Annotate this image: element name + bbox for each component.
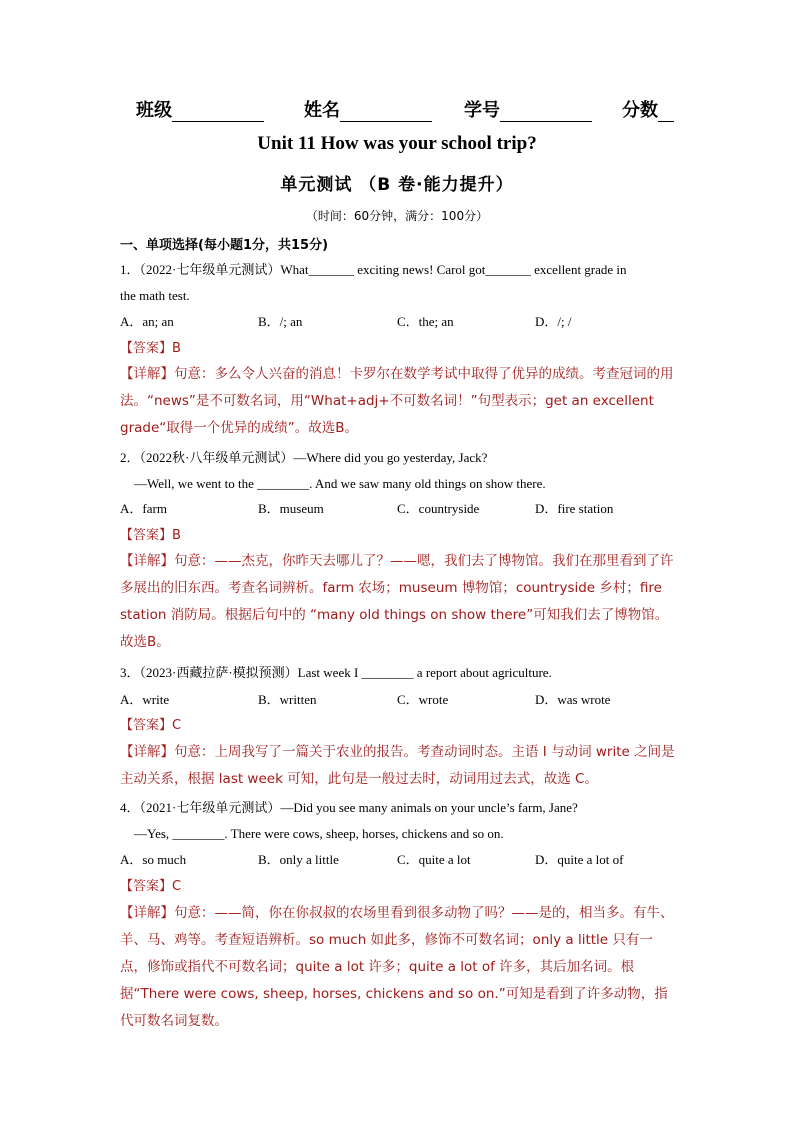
q1-explain-text: 句意：多么令人兴奋的消息！卡罗尔在数学考试中取得了优异的成绩。考查冠词的用法。“news”是不可数名词，用“What+adj+不可数名词！”句型表示；get an excellent grade“取得一个优异的成绩”。故选B。: [120, 366, 674, 436]
q3-explain-text: 句意：上周我写了一篇关于农业的报告。考查动词时态。主语 I 与动词 write 之间是主动关系，根据 last week 可知，此句是一般过去时，动词用过去式，故选 C。: [120, 744, 675, 787]
q2-option-c[interactable]: C．countryside: [397, 501, 480, 516]
explain-label: 【详解】: [120, 905, 174, 921]
page-subtitle: 单元测试 （B 卷·能力提升）: [280, 175, 514, 195]
id-blank[interactable]: [500, 101, 592, 122]
q4-option-b[interactable]: B．only a little: [258, 852, 339, 867]
answer-label: 【答案】: [120, 879, 173, 894]
q2-stem-line1: 2．（2022秋·八年级单元测试）—Where did you go yesterday, Jack?: [120, 450, 488, 465]
score-field[interactable]: [622, 96, 674, 122]
q4-stem-line1: 4．（2021·七年级单元测试）—Did you see many animals on your uncle’s farm, Jane?: [120, 800, 578, 815]
q1-options: [120, 313, 680, 331]
q3-stem-line1: 3．（2023·西藏拉萨·模拟预测）Last week I ________ a report about agriculture.: [120, 665, 552, 680]
q4-explain-text: 句意：——简，你在你叔叔的农场里看到很多动物了吗？——是的，相当多。有牛、羊、马、鸡等。考查短语辨析。so much 如此多，修饰不可数名词；only a little 只有一点，修饰或指代不可数名词；quite a lot 许多；quite a lot of 许多，其后加名词。根据“There were cows, sheep, horses, chickens and so on.”可知是看到了许多动物，指代可数名词复数。: [120, 905, 674, 1029]
name-label: 姓名: [304, 100, 340, 121]
student-info-fields: [136, 96, 676, 126]
class-label: 班级: [136, 100, 172, 121]
q4-options: [120, 851, 680, 869]
q4-explanation: [120, 900, 676, 1035]
answer-label: 【答案】: [120, 528, 173, 543]
q4-answer: [120, 878, 181, 896]
q3-option-c[interactable]: C．wrote: [397, 692, 449, 707]
q3-option-d[interactable]: D．was wrote: [535, 692, 611, 707]
q4-option-c[interactable]: C．quite a lot: [397, 852, 471, 867]
q4-stem-line2: —Yes, ________. There were cows, sheep, horses, chickens and so on.: [134, 826, 504, 841]
explain-label: 【详解】: [120, 553, 174, 569]
q1-answer-value: B: [172, 341, 181, 356]
q2-explanation: [120, 548, 676, 656]
q3-explanation: [120, 739, 676, 793]
q1-option-b[interactable]: B．/; an: [258, 314, 303, 329]
explain-label: 【详解】: [120, 744, 174, 760]
q2-stem-line2: —Well, we went to the ________. And we saw many old things on show there.: [134, 476, 546, 491]
name-blank[interactable]: [340, 101, 432, 122]
class-field[interactable]: [136, 96, 264, 122]
score-blank[interactable]: [658, 101, 674, 122]
q3-answer-value: C: [172, 718, 182, 733]
q1-stem-line2: the math test.: [120, 288, 190, 303]
id-field[interactable]: [464, 96, 592, 122]
answer-label: 【答案】: [120, 341, 173, 356]
q4-option-d[interactable]: D．quite a lot of: [535, 852, 624, 867]
q2-answer: [120, 527, 181, 545]
q4-answer-value: C: [172, 879, 182, 894]
q1-answer: [120, 340, 181, 358]
q1-stem-line1: 1．（2022·七年级单元测试）What_______ exciting news! Carol got_______ excellent grade in: [120, 262, 627, 277]
page-title: Unit 11 How was your school trip?: [257, 133, 537, 154]
explain-label: 【详解】: [120, 366, 174, 382]
q3-answer: [120, 717, 181, 735]
q3-option-a[interactable]: A．write: [120, 692, 170, 707]
q3-option-b[interactable]: B．written: [258, 692, 317, 707]
name-field[interactable]: [304, 96, 432, 122]
score-label: 分数: [622, 100, 658, 121]
q2-option-d[interactable]: D．fire station: [535, 501, 614, 516]
q2-answer-value: B: [172, 528, 181, 543]
q1-option-d[interactable]: D．/; /: [535, 314, 572, 329]
id-label: 学号: [464, 100, 500, 121]
q2-option-b[interactable]: B．museum: [258, 501, 324, 516]
class-blank[interactable]: [172, 101, 264, 122]
q4-option-a[interactable]: A．so much: [120, 852, 187, 867]
section-heading: 一、单项选择(每小题1分，共15分): [120, 238, 329, 253]
q2-option-a[interactable]: A．farm: [120, 501, 167, 516]
q1-option-a[interactable]: A．an; an: [120, 314, 174, 329]
q1-explanation: [120, 361, 676, 442]
answer-label: 【答案】: [120, 718, 173, 733]
q1-option-c[interactable]: C．the; an: [397, 314, 454, 329]
q2-explain-text: 句意：——杰克，你昨天去哪儿了？——嗯，我们去了博物馆。我们在那里看到了许多展出的旧东西。考查名词辨析。farm 农场；museum 博物馆；countryside 乡村；fire station 消防局。根据后句中的 “many old things on show there”可知我们去了博物馆。故选B。: [120, 553, 674, 650]
q3-options: [120, 691, 680, 709]
q2-options: [120, 500, 680, 518]
time-note: （时间：60分钟，满分：100分）: [305, 209, 489, 223]
